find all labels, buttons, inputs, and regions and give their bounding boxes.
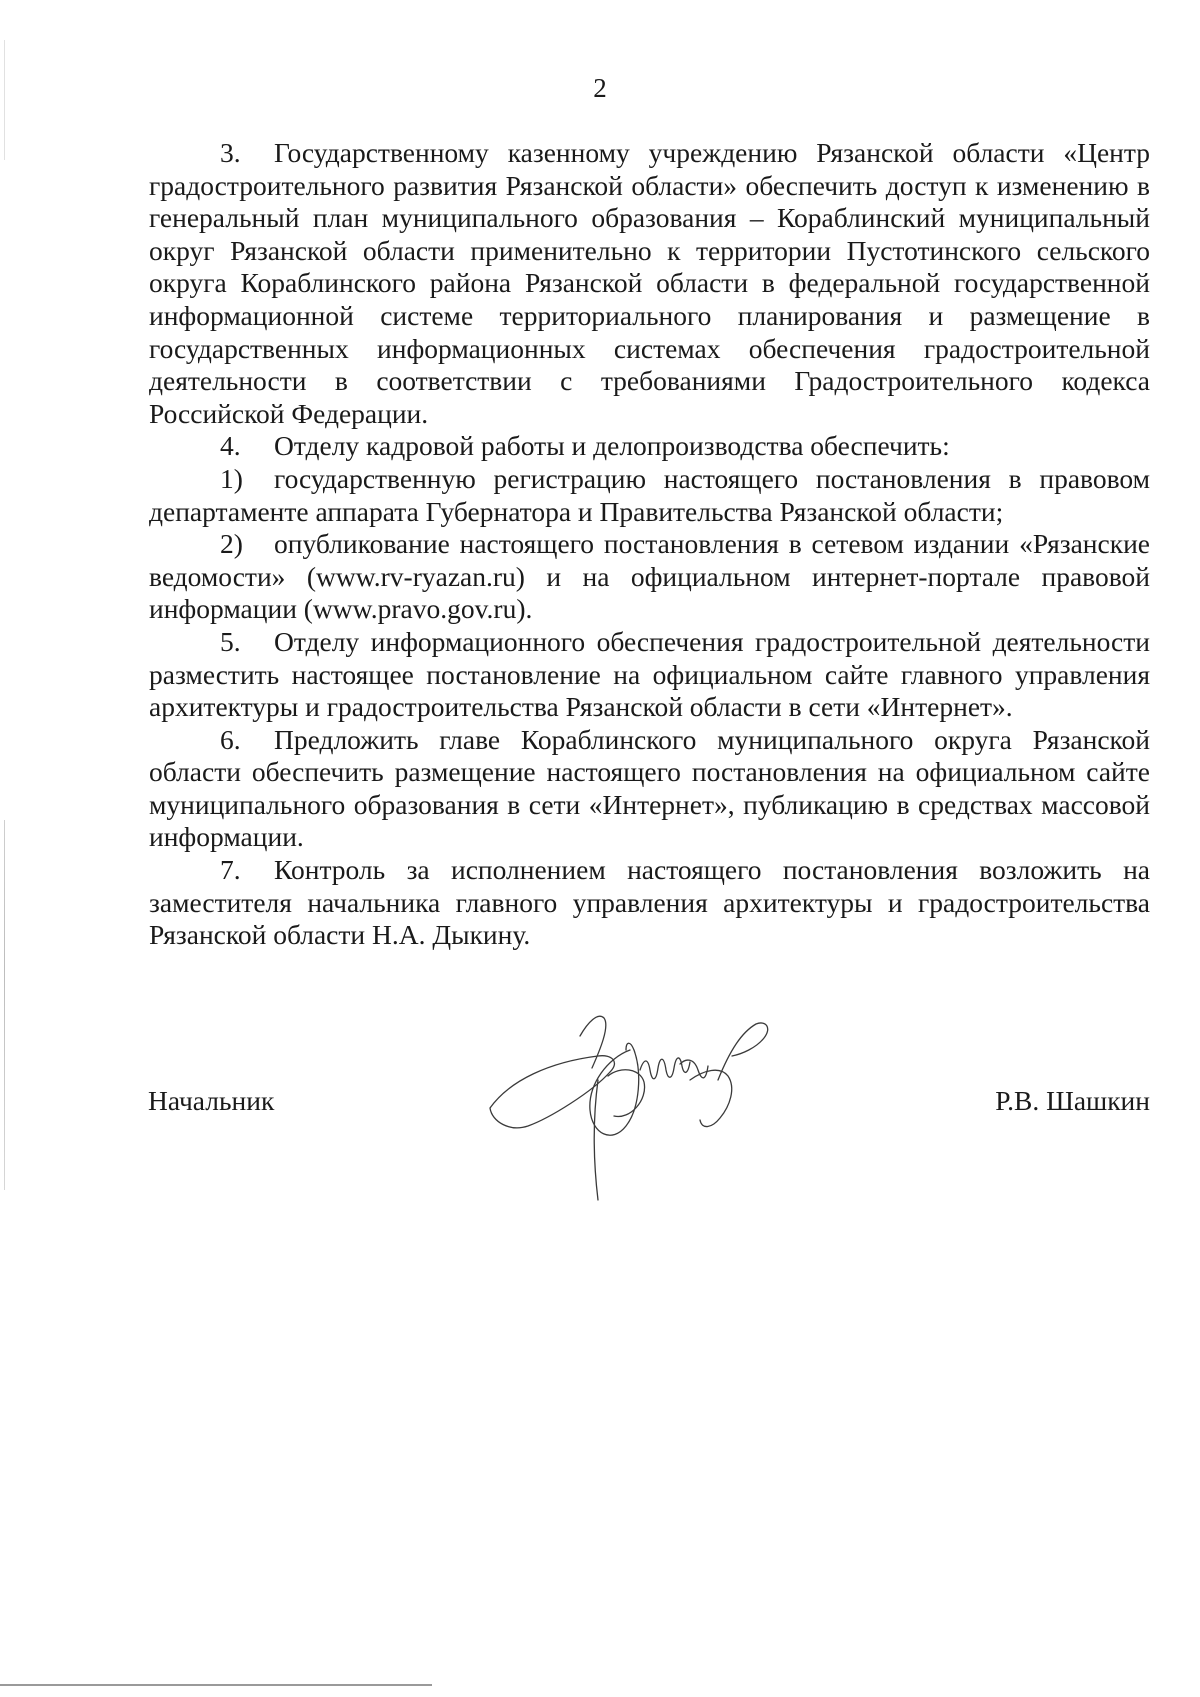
scan-edge-bottom bbox=[0, 1684, 432, 1686]
paragraph-number: 7. bbox=[220, 854, 241, 886]
paragraph-number: 4. bbox=[220, 430, 241, 462]
paragraph-4-1 bbox=[149, 463, 1150, 528]
page-number: 2 bbox=[593, 73, 607, 103]
paragraph-text: Отделу кадровой работы и делопроизводства обеспечить: bbox=[274, 430, 950, 462]
scan-edge-left bbox=[4, 820, 5, 1190]
paragraph-5 bbox=[149, 626, 1150, 724]
paragraph-6 bbox=[149, 724, 1150, 854]
signatory-name: Р.В. Шашкин bbox=[995, 1085, 1150, 1116]
handwritten-signature bbox=[480, 1010, 820, 1210]
paragraph-3 bbox=[149, 137, 1150, 430]
paragraph-text: опубликование настоящего постановления в сетевом издании «Рязанские ведомости» (www.rv-ryazan.ru) и на официальном интернет-портале правовой информации (www.pravo.gov.ru). bbox=[149, 528, 1150, 625]
paragraph-number: 2) bbox=[220, 528, 243, 560]
paragraph-number: 1) bbox=[220, 462, 243, 494]
paragraph-text: Предложить главе Кораблинского муниципального округа Рязанской области обеспечить размещение настоящего постановления на официальном сайте муниципального образования в сети «Интернет», публикацию в средствах массовой информации. bbox=[149, 723, 1150, 853]
paragraph-number: 6. bbox=[220, 723, 241, 755]
paragraph-text: государственную регистрацию настоящего постановления в правовом департаменте аппарата Губернатора и Правительства Рязанской области; bbox=[149, 462, 1150, 527]
paragraph-4-2 bbox=[149, 528, 1150, 626]
paragraph-text: Контроль за исполнением настоящего постановления возложить на заместителя начальника главного управления архитектуры и градостроительства Рязанской области Н.А. Дыкину. bbox=[149, 854, 1150, 951]
paragraph-text: Отделу информационного обеспечения градостроительной деятельности разместить настоящее постановление на официальном сайте главного управления архитектуры и градостроительства Рязанской области в сети «Интернет». bbox=[149, 625, 1150, 723]
paragraph-text: Государственному казенному учреждению Рязанской области «Центр градостроительного развития Рязанской области» обеспечить доступ к изменению в генеральный план муниципального образования – Кораблинский муниципальный округ Рязанской области применительно к территории Пустотинского сельского округа Кораблинского района Рязанской области в федеральной государственной информационной системе территориального планирования и размещение в государственных информационных системах обеспечения градостроительной деятельности в соответствии с требованиями Градостроительного кодекса Российской Федерации. bbox=[149, 137, 1150, 429]
document-body bbox=[149, 137, 1150, 952]
paragraph-number: 3. bbox=[220, 137, 241, 168]
paragraph-4 bbox=[149, 430, 1150, 463]
paragraph-number: 5. bbox=[220, 625, 241, 657]
paragraph-7 bbox=[149, 854, 1150, 952]
signatory-title: Начальник bbox=[148, 1085, 275, 1116]
